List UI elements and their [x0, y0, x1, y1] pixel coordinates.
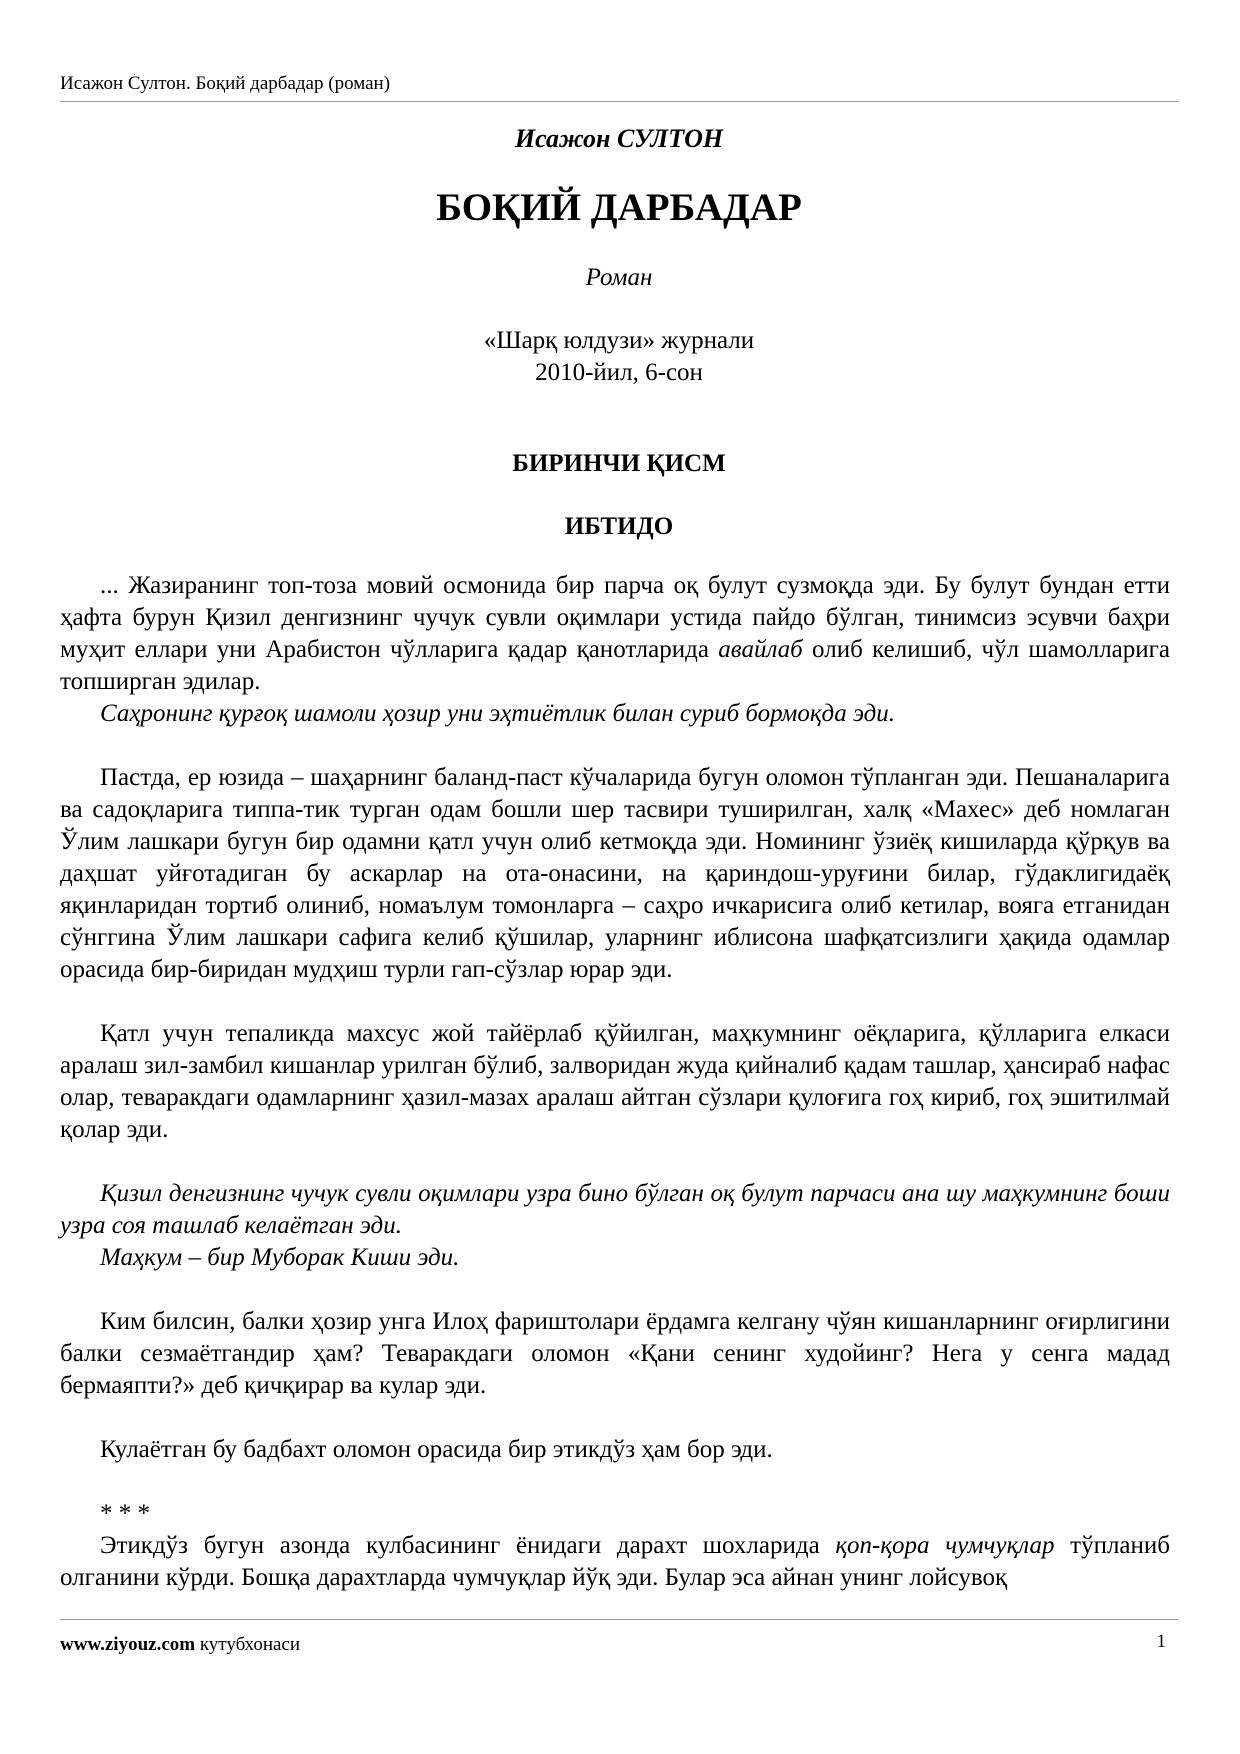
paragraph-9: [60, 1530, 1170, 1594]
paragraph-5-italic: Қизил денгизнинг чучук сувли оқимлари узра бино бўлган оқ булут парчаси ана шу маҳкумнинг боши узра соя ташлаб келаётган эди.: [60, 1180, 1170, 1239]
paragraph-1-emphasis: авайлаб: [718, 636, 803, 663]
paragraph-2-italic: Саҳронинг қурғоқ шамоли ҳозир уни эҳтиётлик билан суриб бормоқда эди.: [100, 700, 896, 727]
paragraph-gap: [60, 730, 1170, 762]
paragraph-2: [60, 698, 1170, 730]
paragraph-4: Қатл учун тепаликда махсус жой тайёрлаб қўйилган, маҳкумнинг оёқларига, қўлларига елкаси аралаш зил-замбил кишанлар урилган бўлиб, залворидан жуда қийналиб қадам ташлар, ҳансираб нафас олар, теваракдаги одамларнинг ҳазил-мазах аралаш айтган сўзлари қулоғига гоҳ кириб, гоҳ эшитилмай қолар эди.: [60, 1020, 1170, 1143]
footer-divider: [60, 1619, 1178, 1620]
paragraph-1-text-b: олиб келишиб, чўл шамолларига топширган эдилар.: [60, 636, 1171, 695]
paragraph-6: [60, 1242, 1170, 1274]
author-name: Исажон СУЛТОН: [514, 124, 724, 153]
body-text: [60, 570, 1170, 1594]
paragraph-7: Ким билсин, балки ҳозир унга Илоҳ фариштолари ёрдамга келгану чўян кишанларнинг оғирлигини балки сезмаётгандир ҳам? Теваракдаги оломон «Қани сенинг худойинг? Нега у сенга мадад бермаяпти?» деб қичқирар ва кулар эди.: [60, 1308, 1170, 1399]
section-separator: * * *: [100, 1500, 150, 1527]
source-issue: 2010-йил, 6-сон: [535, 359, 703, 386]
page-number: 1: [1156, 1631, 1166, 1652]
paragraph-gap: [60, 1146, 1170, 1178]
paragraph-gap: [60, 1466, 1170, 1498]
paragraph-1: [60, 570, 1170, 698]
paragraph-gap: [60, 1274, 1170, 1306]
footer-source: [60, 1634, 300, 1656]
header-divider: [60, 101, 1178, 102]
publication-source: [60, 325, 1178, 389]
paragraph-9-text-a: Этикдўз бугун азонда кулбасининг ёнидаги дарахт шохларида: [100, 1532, 836, 1559]
paragraph-gap: [60, 1402, 1170, 1434]
part-title: БИРИНЧИ ҚИСМ: [512, 450, 726, 477]
paragraph-5: [60, 1178, 1170, 1242]
chapter-title: ИБТИДО: [564, 513, 674, 540]
paragraph-9-text-b: тўпланиб олганини кўрди. Бошқа дарахтларда чумчуқлар йўқ эди. Булар эса айнан унинг лойсувоқ: [60, 1532, 1170, 1591]
running-header: Исажон Султон. Боқий дарбадар (роман): [60, 73, 391, 94]
book-title: БОҚИЙ ДАРБАДАР: [436, 186, 802, 229]
footer-library-label: кутубхонаси: [195, 1634, 301, 1655]
paragraph-8: Кулаётган бу бадбахт оломон орасида бир этикдўз ҳам бор эди.: [100, 1436, 773, 1463]
paragraph-9-emphasis: қоп-қора чумчуқлар: [835, 1532, 1055, 1559]
paragraph-3: Пастда, ер юзида – шаҳарнинг баланд-паст кўчаларида бугун оломон тўпланган эди. Пешаналарига ва садоқларига типпа-тик турган одам бошли шер тасвири туширилган, халқ «Махес» деб номлаган Ўлим лашкари бугун бир одамни қатл учун олиб кетмоқда эди. Номининг ўзиёқ кишиларда қўрқув ва даҳшат уйғотадиган бу аскарлар на ота-онасини, на қариндош-уруғини билар, гўдаклигидаёқ яқинларидан тортиб олиниб, номаълум томонларга – саҳро ичкарисига олиб кетилар, вояга етганидан сўнггина Ўлим лашкари сафига келиб қўшилар, уларнинг иблисона шафқатсизлиги ҳақида одамлар орасида бир-биридан мудҳиш турли гап-сўзлар юрар эди.: [60, 764, 1170, 983]
genre-label: Роман: [585, 264, 653, 291]
paragraph-1-text-a: ... Жазиранинг топ-тоза мовий осмонида бир парча оқ булут сузмоқда эди. Бу булут бундан етти ҳафта бурун Қизил денгизнинг чучук сувли оқимлари устида пайдо бўлган, тинимсиз эсувчи баҳри муҳит еллари уни Арабистон чўлларига қадар қанотларида: [60, 572, 1170, 663]
paragraph-gap: [60, 986, 1170, 1018]
footer-site-link[interactable]: www.ziyouz.com: [60, 1634, 196, 1655]
source-journal: «Шарқ юлдузи» журнали: [483, 327, 755, 354]
paragraph-6-italic: Маҳкум – бир Муборак Киши эди.: [100, 1244, 460, 1271]
